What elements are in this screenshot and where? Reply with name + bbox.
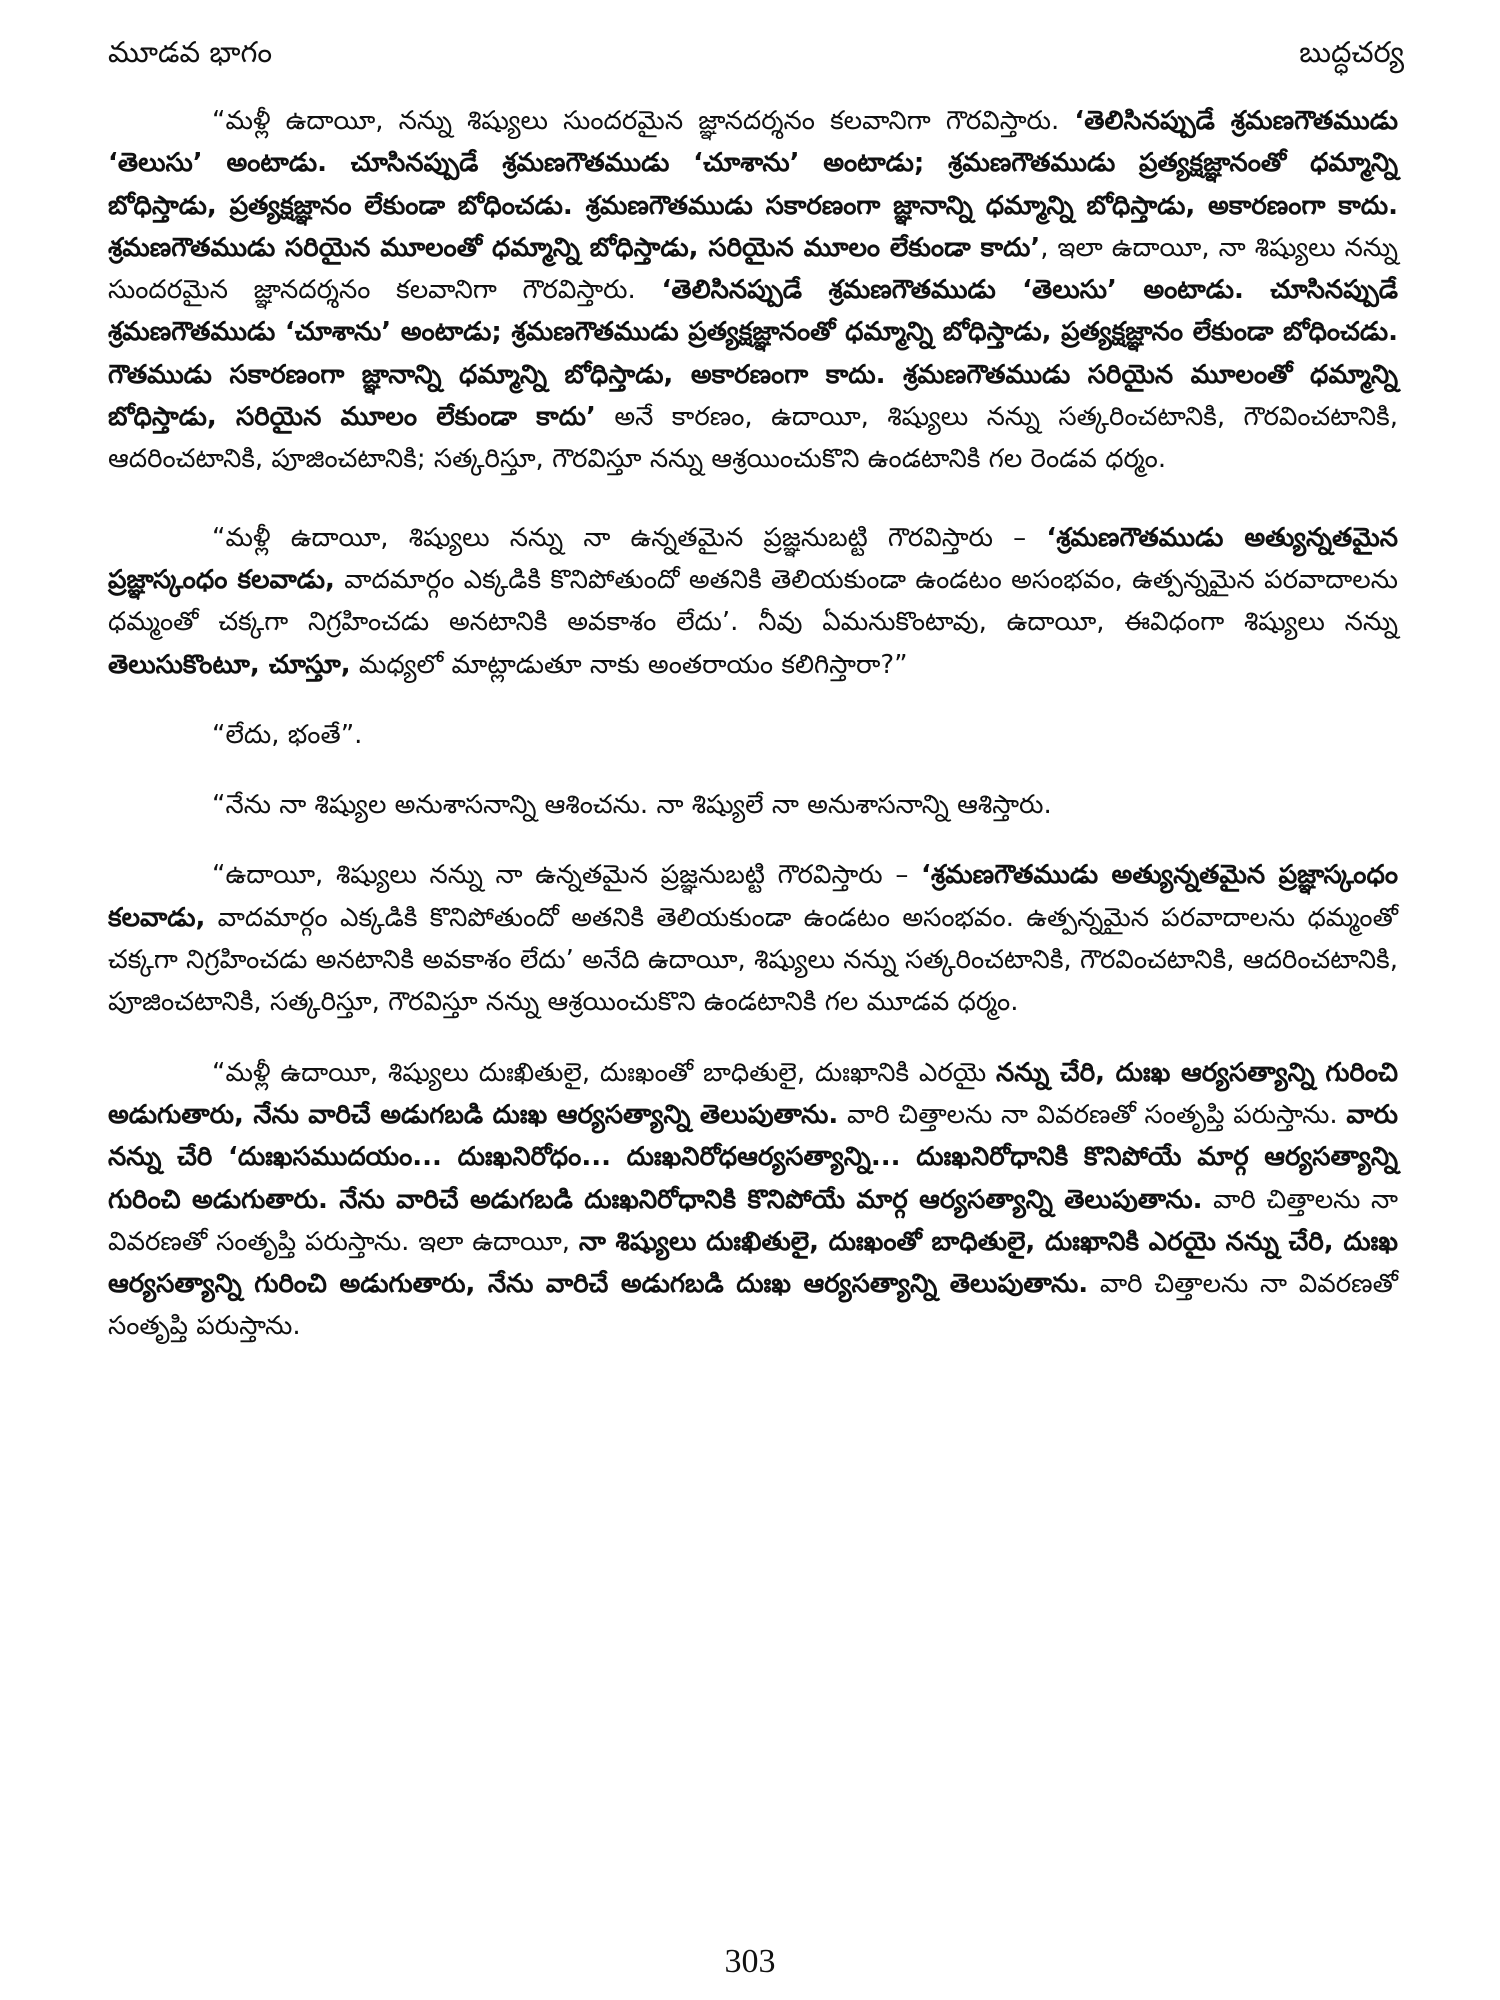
bold-span: ‘తెలిసినప్పుడే శ్రమణగౌతముడు ‘తెలుసు’ అంటాడు. చూసినప్పుడే శ్రమణగౌతముడు ‘చూశాను’ అంటాడు; శ్రమణగౌతముడు ప్రత్యక్షజ్ఞానంతో ధమ్మాన్ని బోధిస్తాడు, ప్రత్యక్షజ్ఞానం లేకుండా బోధించడు. శ్రమణగౌతముడు సకారణంగా జ్ఞానాన్ని ధమ్మాన్ని బోధిస్తాడు, అకారణంగా కాదు. శ్రమణగౌతముడు సరియైన మూలంతో ధమ్మాన్ని బోధిస్తాడు, సరియైన మూలం లేకుండా కాదు’ <box>108 106 1398 263</box>
text-span: వాదమార్గం ఎక్కడికి కొనిపోతుందో అతనికి తెలియకుండా ఉండటం అసంభవం. ఉత్పన్నమైన పరవాదాలను ధమ్మంతో చక్కగా నిగ్రహించడు అనటానికి అవకాశం లేదు’ అనేది ఉదాయీ, శిష్యులు నన్ను సత్కరించటానికి, గౌరవించటానికి, ఆదరించటానికి, పూజించటానికి, సత్కరిస్తూ, గౌరవిస్తూ నన్ను ఆశ్రయించుకొని ఉండటానికి గల మూడవ ధర్మం. <box>108 902 1398 1018</box>
bold-span: నన్ను చేరి, దుఃఖ ఆర్యసత్యాన్ని గురించి అడుగుతారు, నేను వారిచే అడుగబడి దుఃఖ ఆర్యసత్యాన్ని తెలుపుతాను. <box>108 1057 1398 1130</box>
text-span: వారి చిత్తాలను నా వివరణతో సంతృప్తి పరుస్తాను. <box>838 1099 1347 1130</box>
text-span: వారి చిత్తాలను నా వివరణతో సంతృప్తి పరుస్తాను. <box>108 1269 1399 1342</box>
page-number: 303 <box>724 1943 776 1980</box>
text-span: “మళ్లీ ఉదాయీ, శిష్యులు దుఃఖితులై, దుఃఖంతో బాధితులై, దుఃఖానికి ఎరయై <box>212 1057 997 1088</box>
bold-span: నా శిష్యులు దుఃఖితులై, దుఃఖంతో బాధితులై, దుఃఖానికి ఎరయై నన్ను చేరి, దుఃఖ ఆర్యసత్యాన్ని గురించి అడుగుతారు, నేను వారిచే అడుగబడి దుఃఖ ఆర్యసత్యాన్ని తెలుపుతాను. <box>108 1226 1398 1300</box>
text-span: “నేను నా శిష్యుల అనుశాసనాన్ని ఆశించను. నా శిష్యులే నా అనుశాసనాన్ని ఆశిస్తారు. <box>212 790 1052 821</box>
paragraph-reply <box>108 714 1398 756</box>
bold-span: ‘తెలిసినప్పుడే శ్రమణగౌతముడు ‘తెలుసు’ అంటాడు. చూసినప్పుడే శ్రమణగౌతముడు ‘చూశాను’ అంటాడు; శ్రమణగౌతముడు ప్రత్యక్షజ్ఞానంతో ధమ్మాన్ని బోధిస్తాడు, ప్రత్యక్షజ్ఞానం లేకుండా బోధించడు. గౌతముడు సకారణంగా జ్ఞానాన్ని ధమ్మాన్ని బోధిస్తాడు, అకారణంగా కాదు. శ్రమణగౌతముడు సరియైన మూలంతో ధమ్మాన్ని బోధిస్తాడు, సరియైన మూలం లేకుండా కాదు’ <box>108 275 1398 433</box>
bold-span: ‘శ్రమణగౌతముడు అత్యున్నతమైన ప్రజ్ఞాస్కంధం కలవాడు, <box>108 860 1398 933</box>
page-body <box>108 100 1398 1348</box>
paragraph-second-dharma <box>108 100 1398 481</box>
bold-span: ‘శ్రమణగౌతముడు అత్యున్నతమైన ప్రజ్ఞాస్కంధం కలవాడు, <box>108 522 1398 595</box>
bold-span: వారు నన్ను చేరి ‘దుఃఖసముదయం... దుఃఖనిరోధం... దుఃఖనిరోధఆర్యసత్యాన్ని... దుఃఖనిరోధానికి కొనిపోయే మార్గ ఆర్యసత్యాన్ని గురించి అడుగుతారు. నేను వారిచే అడుగబడి దుఃఖనిరోధానికి కొనిపోయే మార్గ ఆర్యసత్యాన్ని తెలుపుతాను. <box>108 1099 1398 1215</box>
paragraph-noble-truths <box>108 1052 1398 1348</box>
bold-span: తెలుసుకొంటూ, చూస్తూ, <box>108 649 351 680</box>
paragraph-wisdom-question <box>108 517 1398 686</box>
running-header-title: బుద్ధచర్య <box>1299 35 1404 69</box>
text-span: అనే కారణం, ఉదాయీ, శిష్యులు నన్ను సత్కరించటానికి, గౌరవించటానికి, ఆదరించటానికి, పూజించటానికి; సత్కరిస్తూ, గౌరవిస్తూ నన్ను ఆశ్రయించుకొని ఉండటానికి గల రెండవ ధర్మం. <box>108 402 1398 475</box>
text-span: “మళ్లీ ఉదాయీ, నన్ను శిష్యులు సుందరమైన జ్ఞానదర్శనం కలవానిగా గౌరవిస్తారు. <box>212 106 1075 136</box>
text-span: వాదమార్గం ఎక్కడికి కొనిపోతుందో అతనికి తెలియకుండా ఉండటం అసంభవం, ఉత్పన్నమైన పరవాదాలను ధమ్మంతో చక్కగా నిగ్రహించడు అనటానికి అవకాశం లేదు’. నీవు ఏమనుకొంటావు, ఉదాయీ, ఈవిధంగా శిష్యులు నన్ను <box>108 564 1398 638</box>
paragraph-third-dharma <box>108 854 1398 1023</box>
text-span: మధ్యలో మాట్లాడుతూ నాకు అంతరాయం కలిగిస్తారా?” <box>350 649 908 680</box>
text-span: “లేదు, భంతే”. <box>212 719 363 750</box>
running-header-part: మూడవ భాగం <box>108 35 273 69</box>
text-span: “ఉదాయీ, శిష్యులు నన్ను నా ఉన్నతమైన ప్రజ్ఞనుబట్టి గౌరవిస్తారు – <box>212 860 921 891</box>
text-span: వారి చిత్తాలను నా వివరణతో సంతృప్తి పరుస్తాను. ఇలా ఉదాయీ, <box>108 1184 1398 1257</box>
paragraph-instruction <box>108 784 1398 826</box>
text-span: “మళ్లీ ఉదాయీ, శిష్యులు నన్ను నా ఉన్నతమైన ప్రజ్ఞనుబట్టి గౌరవిస్తారు – <box>212 522 1047 553</box>
text-span: , ఇలా ఉదాయీ, నా శిష్యులు నన్ను సుందరమైన జ్ఞానదర్శనం కలవానిగా గౌరవిస్తారు. <box>108 232 1398 306</box>
